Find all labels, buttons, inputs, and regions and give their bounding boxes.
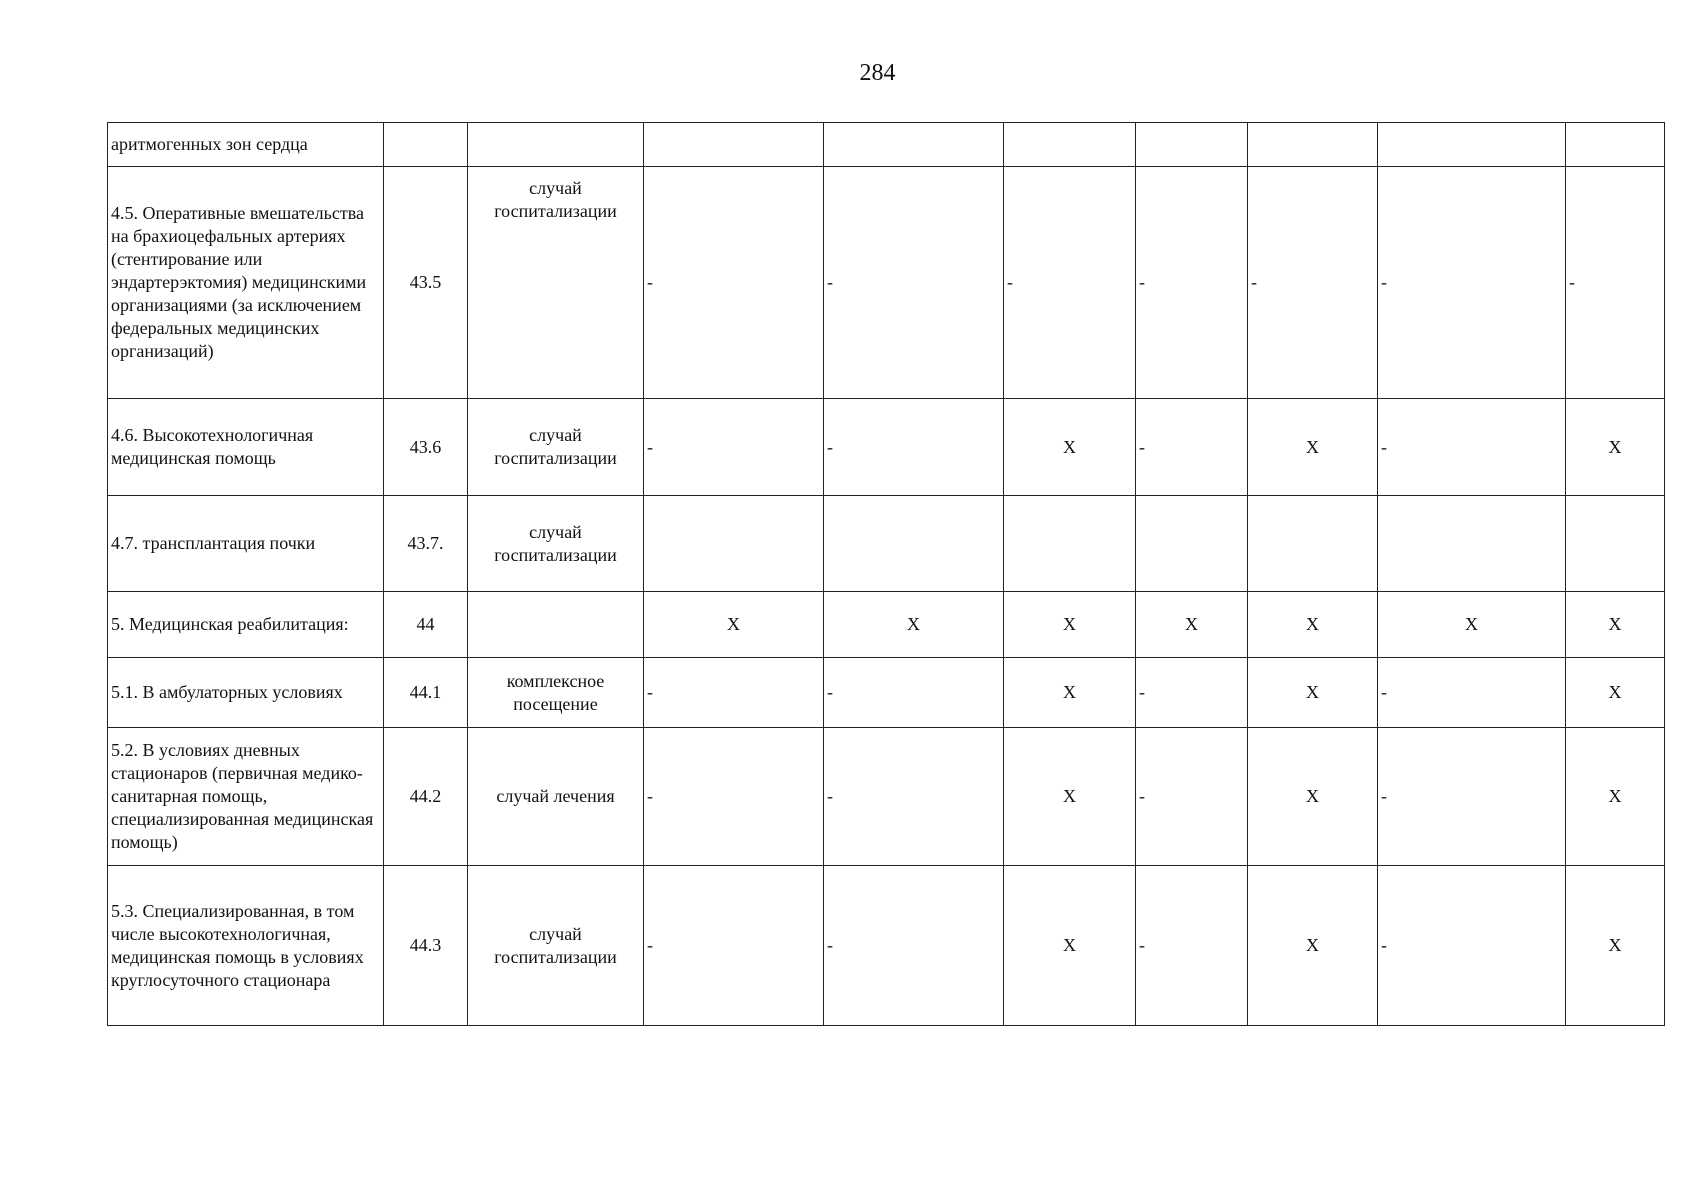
row-unit xyxy=(468,592,644,658)
row-number: 43.6 xyxy=(384,399,468,496)
value-cell xyxy=(1136,123,1248,167)
value-cell xyxy=(644,496,824,592)
row-name: аритмогенных зон сердца xyxy=(108,123,384,167)
value-cell: Х xyxy=(1566,728,1665,866)
value-cell: Х xyxy=(1566,399,1665,496)
table-row xyxy=(108,866,1665,1026)
value-cell xyxy=(1566,123,1665,167)
row-unit xyxy=(468,123,644,167)
value-cell: - xyxy=(1004,167,1136,399)
value-cell: - xyxy=(824,866,1004,1026)
value-cell xyxy=(1378,496,1566,592)
value-cell: Х xyxy=(1248,592,1378,658)
value-cell: - xyxy=(824,658,1004,728)
value-cell: Х xyxy=(1004,592,1136,658)
data-table xyxy=(107,122,1665,1026)
value-cell xyxy=(1136,496,1248,592)
row-name: 5. Медицинская реабилитация: xyxy=(108,592,384,658)
value-cell: - xyxy=(1378,658,1566,728)
row-number: 43.5 xyxy=(384,167,468,399)
value-cell: Х xyxy=(1248,658,1378,728)
row-name: 5.3. Специализированная, в том числе высокотехнологичная, медицинская помощь в условиях круглосуточного стационара xyxy=(108,866,384,1026)
value-cell xyxy=(1248,123,1378,167)
table-row xyxy=(108,123,1665,167)
row-name: 4.5. Оперативные вмешательства на брахиоцефальных артериях (стентирование или эндартерэктомия) медицинскими организациями (за исключением федеральных медицинских организаций) xyxy=(108,167,384,399)
value-cell: - xyxy=(824,399,1004,496)
row-unit: случай госпитализации xyxy=(468,167,644,399)
value-cell: Х xyxy=(1136,592,1248,658)
table-row xyxy=(108,167,1665,399)
row-unit: случай госпитализации xyxy=(468,866,644,1026)
value-cell: Х xyxy=(1248,866,1378,1026)
table-row xyxy=(108,658,1665,728)
value-cell: Х xyxy=(1566,658,1665,728)
row-number: 43.7. xyxy=(384,496,468,592)
page-number: 284 xyxy=(859,60,896,86)
table-row xyxy=(108,592,1665,658)
row-unit: случай госпитализации xyxy=(468,496,644,592)
value-cell: - xyxy=(644,728,824,866)
row-number: 44.2 xyxy=(384,728,468,866)
value-cell: - xyxy=(1566,167,1665,399)
value-cell: - xyxy=(1378,866,1566,1026)
row-number xyxy=(384,123,468,167)
value-cell: Х xyxy=(1378,592,1566,658)
row-name: 5.1. В амбулаторных условиях xyxy=(108,658,384,728)
value-cell: Х xyxy=(644,592,824,658)
value-cell xyxy=(1004,496,1136,592)
value-cell: Х xyxy=(1004,658,1136,728)
row-number: 44 xyxy=(384,592,468,658)
value-cell: - xyxy=(824,167,1004,399)
row-number: 44.1 xyxy=(384,658,468,728)
row-unit: комплексное посещение xyxy=(468,658,644,728)
value-cell: - xyxy=(644,399,824,496)
value-cell: - xyxy=(1136,728,1248,866)
value-cell: - xyxy=(1378,167,1566,399)
value-cell: Х xyxy=(1566,592,1665,658)
value-cell: - xyxy=(644,167,824,399)
row-name: 5.2. В условиях дневных стационаров (первичная медико-санитарная помощь, специализированная медицинская помощь) xyxy=(108,728,384,866)
row-name: 4.7. трансплантация почки xyxy=(108,496,384,592)
value-cell xyxy=(1248,496,1378,592)
value-cell: - xyxy=(1136,658,1248,728)
value-cell: - xyxy=(824,728,1004,866)
value-cell: Х xyxy=(1004,399,1136,496)
value-cell: Х xyxy=(1004,866,1136,1026)
value-cell: - xyxy=(644,658,824,728)
table-row xyxy=(108,496,1665,592)
value-cell xyxy=(644,123,824,167)
value-cell: - xyxy=(1136,399,1248,496)
value-cell: - xyxy=(1378,728,1566,866)
value-cell xyxy=(824,496,1004,592)
row-unit: случай лечения xyxy=(468,728,644,866)
value-cell xyxy=(1004,123,1136,167)
value-cell: - xyxy=(1378,399,1566,496)
value-cell: - xyxy=(1248,167,1378,399)
value-cell: - xyxy=(644,866,824,1026)
row-number: 44.3 xyxy=(384,866,468,1026)
value-cell: Х xyxy=(1004,728,1136,866)
value-cell xyxy=(1566,496,1665,592)
value-cell: - xyxy=(1136,866,1248,1026)
row-name: 4.6. Высокотехнологичная медицинская помощь xyxy=(108,399,384,496)
value-cell: Х xyxy=(1248,728,1378,866)
value-cell: Х xyxy=(1566,866,1665,1026)
value-cell: - xyxy=(1136,167,1248,399)
value-cell: Х xyxy=(824,592,1004,658)
value-cell xyxy=(824,123,1004,167)
value-cell: Х xyxy=(1248,399,1378,496)
row-unit: случай госпитализации xyxy=(468,399,644,496)
table-row xyxy=(108,728,1665,866)
table-row xyxy=(108,399,1665,496)
value-cell xyxy=(1378,123,1566,167)
